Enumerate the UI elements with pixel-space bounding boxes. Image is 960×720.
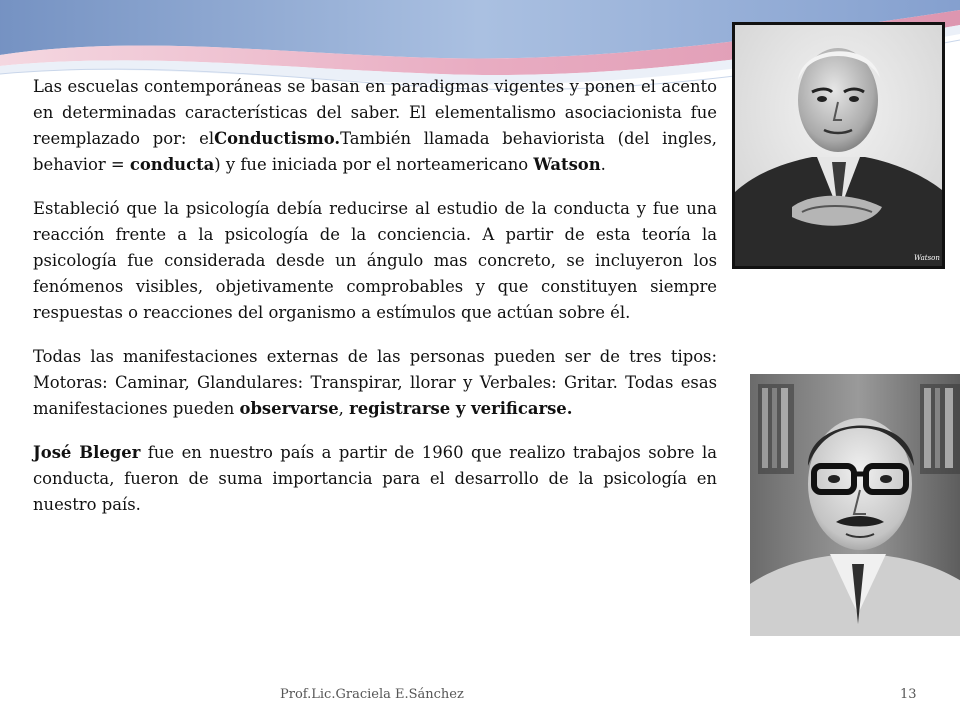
p4-bold-bleger: José Bleger xyxy=(33,443,141,462)
photo-watson-portrait xyxy=(732,22,945,269)
p1-text-4: . xyxy=(600,155,606,174)
p1-text-2: También llamada behaviorista (del ingles, behavior = xyxy=(33,129,717,174)
footer-author: Prof.Lic.Graciela E.Sánchez xyxy=(280,687,464,702)
paragraph-establecio: Estableció que la psicología debía reducirse al estudio de la conducta y fue una reacción frente a la psicología de la conciencia. A partir de esta teoría la psicología fue considerada desde un ángulo mas concreto, se incluyeron los fenómenos visibles, objetivamente comprobables y que constituyen siempre respuestas o reacciones del organismo a estímulos que actúan sobre él. xyxy=(33,199,717,322)
paragraph-manifestaciones xyxy=(33,344,717,422)
body-text xyxy=(33,74,717,518)
footer-page-number: 13 xyxy=(900,687,917,702)
p3-text-2: , xyxy=(338,399,350,418)
p3-bold-observarse: observarse xyxy=(239,399,339,418)
p1-text-3: ) y fue iniciada por el norteamericano xyxy=(214,155,534,174)
photo-bleger-portrait xyxy=(750,374,960,636)
p4-text-1: fue en nuestro país a partir de 1960 que realizo trabajos sobre la conducta, fueron de suma importancia para el desarrollo de la psicología en nuestro país. xyxy=(33,443,717,514)
p1-bold-conductismo: Conductismo. xyxy=(214,129,341,148)
p3-text-1: Todas las manifestaciones externas de las personas pueden ser de tres tipos: Motoras: Caminar, Glandulares: Transpirar, llorar y Verbales: Gritar. Todas esas manifestaciones pueden xyxy=(33,347,717,418)
paragraph-bleger xyxy=(33,440,717,518)
p1-text-1: Las escuelas contemporáneas se basan en paradigmas vigentes y ponen el acento en determinadas características del saber. El elementalismo asociacionista fue reemplazado por: el xyxy=(33,77,717,148)
watson-signature: Watson xyxy=(914,254,940,262)
p3-bold-registrarse: registrarse y verificarse. xyxy=(349,399,573,418)
p1-bold-watson: Watson xyxy=(533,155,601,174)
paragraph-conductismo xyxy=(33,74,717,178)
p1-bold-conducta: conducta xyxy=(129,155,215,174)
